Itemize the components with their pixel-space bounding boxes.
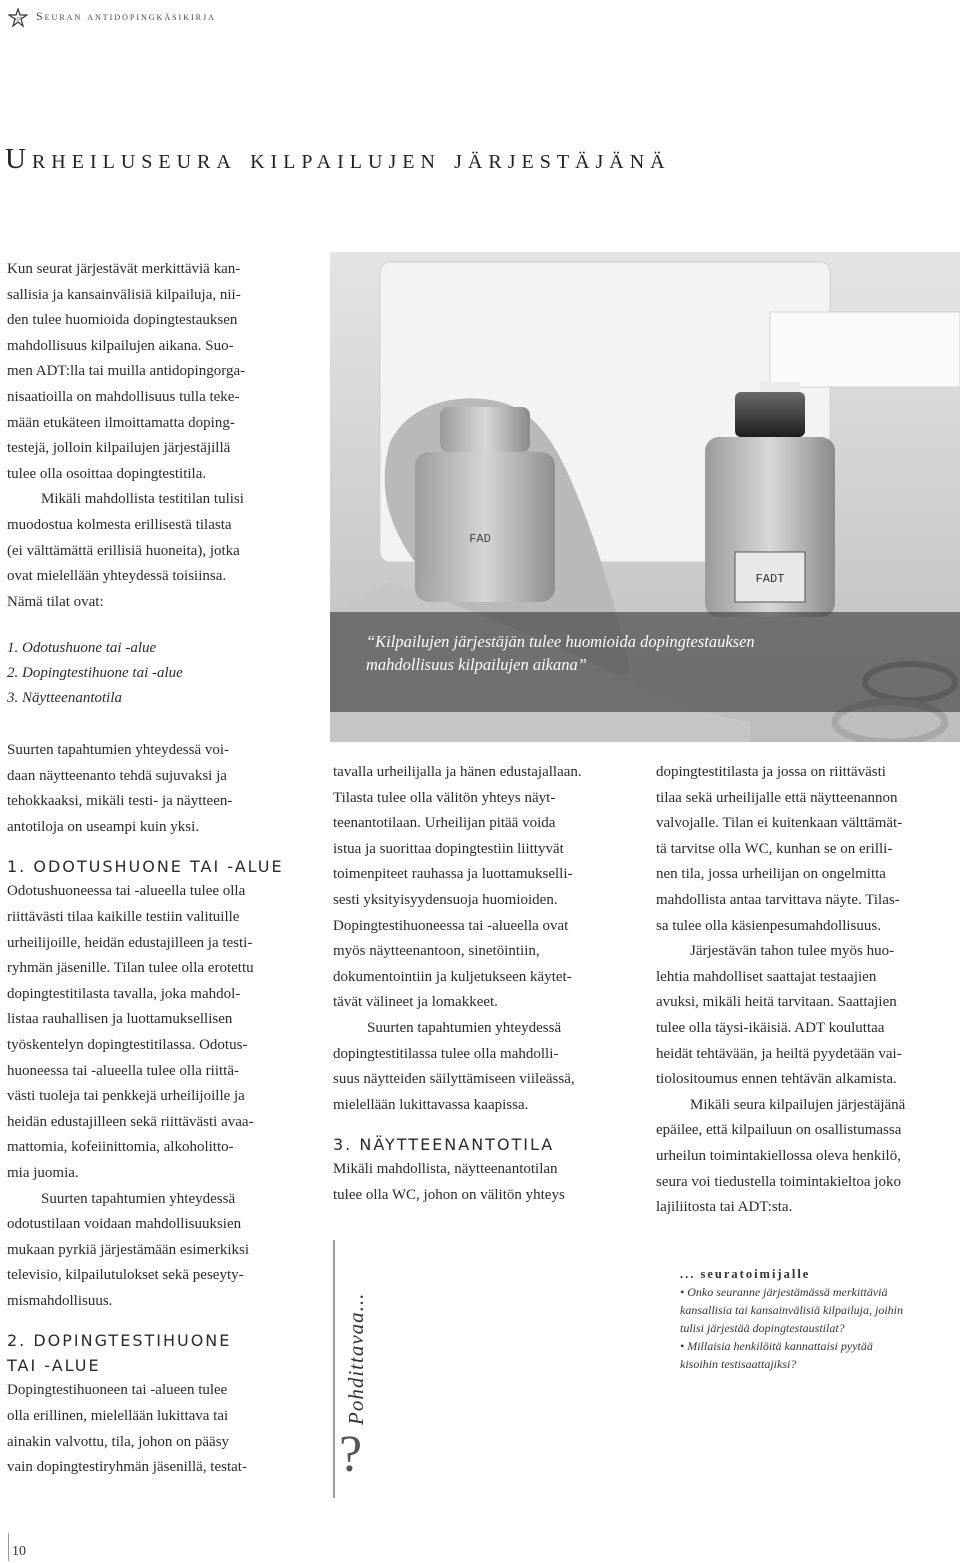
text-line: sallisia ja kansainvälisiä kilpailuja, nii- [7,286,241,303]
text-line: epäilee, että kilpailuun on osallistumassa [656,1122,902,1139]
section-heading-2-cont: TAI -ALUE [7,1356,101,1376]
text-line: Järjestävän tahon tulee myös huo- [690,943,895,960]
question-line: • Millaisia henkilöitä kannattaisi pyytää [680,1339,873,1353]
text-line: mahdollisuus kilpailujen aikana. Suo- [7,337,234,354]
text-line: toimenpiteet rauhassa ja luottamukselli- [333,866,573,883]
text-line: ryhmän jäsenille. Tilan tulee olla erotettu [7,960,254,977]
text-line: Odotushuoneessa tai -alueella tulee olla [7,883,246,900]
text-line: Mikäli mahdollista, näytteenantotilan [333,1161,558,1178]
running-header: Seuran antidopingkäsikirja [36,9,216,23]
text-line: tä tarvitse olla WC, kunhan se on erilli- [656,840,893,857]
svg-text:ADT: ADT [13,16,23,22]
text-line: myös näytteenantoon, sinetöintiin, [333,943,540,960]
text-line: daan näytteenanto tehdä sujuvaksi ja [7,767,227,784]
text-line: Mikäli mahdollista testitilan tulisi [41,491,244,508]
list-item: 2. Dopingtestihuone tai -alue [7,665,183,681]
list-item: 1. Odotushuone tai -alue [7,640,157,656]
adt-logo-icon [8,8,28,28]
text-line: listaa rauhallisen ja luottamuksellisen [7,1011,233,1028]
text-line: Tilasta tulee olla välitön yhteys näyt- [333,789,556,806]
text-line: men ADT:lla tai muilla antidopingorga- [7,363,246,380]
text-line: tiolositoumus ennen tehtävän alkamista. [656,1071,897,1088]
text-line: Mikäli seura kilpailujen järjestäjänä [690,1096,906,1113]
text-line: lehtia mahdolliset saattajat testaajien [656,968,877,985]
text-line: mahdollista antaa tarvittava näyte. Tilas- [656,891,900,908]
text-line: Kun seurat järjestävät merkittäviä kan- [7,261,241,277]
text-line: dokumentointiin ja kuljetukseen käytet- [333,968,572,985]
question-line: • Onko seuranne järjestämässä merkittäviä [680,1285,888,1299]
text-line: (ei välttämättä erillisiä huoneita), jotka [7,542,240,559]
question-line: kansallisia tai kansainvälisiä kilpailuja, joihin [680,1303,903,1317]
text-line: sa tulee olla käsienpesumahdollisuus. [656,917,881,934]
text-line: suus näytteiden säilyttämiseen viileässä, [333,1071,575,1088]
text-line: teenantotilaan. Urheilijan pitää voida [333,815,556,832]
text-line: Suurten tapahtumien yhteydessä [367,1019,562,1036]
text-line: ainakin valvottu, tila, johon on pääsy [7,1433,230,1450]
text-line: televisio, kilpailutulokset sekä peseyty- [7,1267,244,1284]
text-line: mismahdollisuus. [7,1292,113,1309]
text-line: huoneessa tai -alueella tulee olla riittä- [7,1062,239,1079]
text-line: työskentelyn dopingtestitilassa. Odotus- [7,1036,248,1053]
section-heading-1: 1. ODOTUSHUONE TAI -ALUE [7,857,284,877]
text-line: tulee olla WC, johon on välitön yhteys [333,1186,565,1203]
text-line: mään etukäteen ilmoittamatta doping- [7,414,235,431]
text-line: testejä, jolloin kilpailujen järjestäjillä [7,440,231,457]
section-heading-3: 3. NÄYTTEENANTOTILA [333,1135,555,1155]
sidebar-subtitle: ... seuratoimijalle [680,1267,811,1281]
text-line: västi tuoleja tai penkkejä urheilijoille ja [7,1088,245,1105]
text-line: den tulee huomioida dopingtestauksen [7,312,238,329]
text-line: ovat mielellään yhteydessä toisiinsa. [7,568,227,585]
text-line: dopingtestitilasta ja jossa on riittävästi [656,764,886,780]
text-line: muodostua kolmesta erillisestä tilasta [7,516,232,533]
text-line: tulee olla osoittaa dopingtestitila. [7,465,207,482]
text-line: mattomia, kofeiinittomia, alkoholitto- [7,1139,234,1156]
caption-line: “Kilpailujen järjestäjän tulee huomioida dopingtestauksen [366,632,755,651]
text-line: Suurten tapahtumien yhteydessä [41,1190,236,1207]
text-line: tilaa sekä urheilijalle että näytteenannon [656,789,898,806]
column-2 [333,760,643,1209]
caption-line: mahdollisuus kilpailujen aikana” [366,655,587,674]
sidebar-questions [680,1265,940,1373]
text-line: Dopingtestihuoneen tai -alueen tulee [7,1382,228,1399]
text-line: seura voi tiedustella toimintakieltoa joko [656,1173,901,1190]
bottle-label: FAD [469,532,491,546]
column-1 [7,738,317,1481]
photo-caption [366,630,856,676]
text-line: riittävästi tilaa kaikille testiin valituille [7,908,240,925]
text-line: sesti yksityisyydensuoja huomioiden. [333,891,558,908]
text-line: Dopingtestihuoneessa tai -alueella ovat [333,917,569,934]
text-line: mukaan pyrkiä järjestämään esimerkiksi [7,1241,249,1258]
page-title: Urheiluseura kilpailujen järjestäjänä [5,143,671,175]
page-number: 10 [12,1544,26,1559]
text-line: nen tila, jossa urheilijan on ongelmitta [656,866,886,883]
text-line: mia juomia. [7,1164,79,1181]
footer-rule [8,1533,9,1561]
text-line: valvojalle. Tilan ei kuitenkaan välttämät- [656,815,903,832]
text-line: odotustilaan voidaan mahdollisuuksien [7,1216,242,1233]
question-mark-icon: ? [339,1426,363,1483]
text-line: tävät välineet ja lomakkeet. [333,994,498,1011]
text-line: avuksi, mikäli heitä tarvitaan. Saattajien [656,994,897,1011]
text-line: lajiliitosta tai ADT:sta. [656,1199,793,1216]
text-line: dopingtestitilassa tulee olla mahdolli- [333,1045,559,1062]
text-line: tulee olla täysi-ikäisiä. ADT kouluttaa [656,1019,885,1036]
text-line: dopingtestitilasta tavalla, joka mahdol- [7,985,241,1002]
text-line: antotiloja on useampi kuin yksi. [7,818,200,835]
text-line: tehokkaaksi, mikäli testi- ja näytteen- [7,793,233,810]
list-item: 3. Näytteenantotila [7,690,122,706]
column-3 [656,760,956,1221]
text-line: vain dopingtestiryhmän jäsenillä, testat- [7,1459,247,1476]
text-line: heidän edustajilleen sekä riittävästi avaa- [7,1113,254,1130]
text-line: istua ja suorittaa dopingtestiin liittyvät [333,840,564,857]
text-line: olla erillinen, mielellään lukittava tai [7,1408,229,1425]
text-line: Suurten tapahtumien yhteydessä voi- [7,742,230,758]
question-line: kisoihin testisaattajiksi? [680,1357,797,1371]
text-line: nisaatioilla on mahdollisuus tulla teke- [7,388,240,405]
text-line: mielellään lukittavassa kaapissa. [333,1096,529,1113]
bottle-label: FADT [755,572,785,586]
pohdittavaa-label: Pohdittavaa... [344,1292,368,1425]
text-line: heidät tehtävään, ja heiltä pyydetään vai- [656,1045,902,1062]
question-line: tulisi järjestää dopingtestaustilat? [680,1321,845,1335]
sidebar-divider [333,1240,335,1498]
text-line: tavalla urheilijalla ja hänen edustajallaan. [333,764,582,780]
text-line: urheilun toimintakiellossa oleva henkilö, [656,1147,901,1164]
intro-paragraph [7,257,317,615]
section-heading-2: 2. DOPINGTESTIHUONE [7,1331,232,1351]
space-list [7,636,317,711]
text-line: urheilijoille, heidän edustajilleen ja testi- [7,934,253,951]
sidebar-vertical-label [333,1240,377,1430]
text-line: Nämä tilat ovat: [7,593,104,610]
